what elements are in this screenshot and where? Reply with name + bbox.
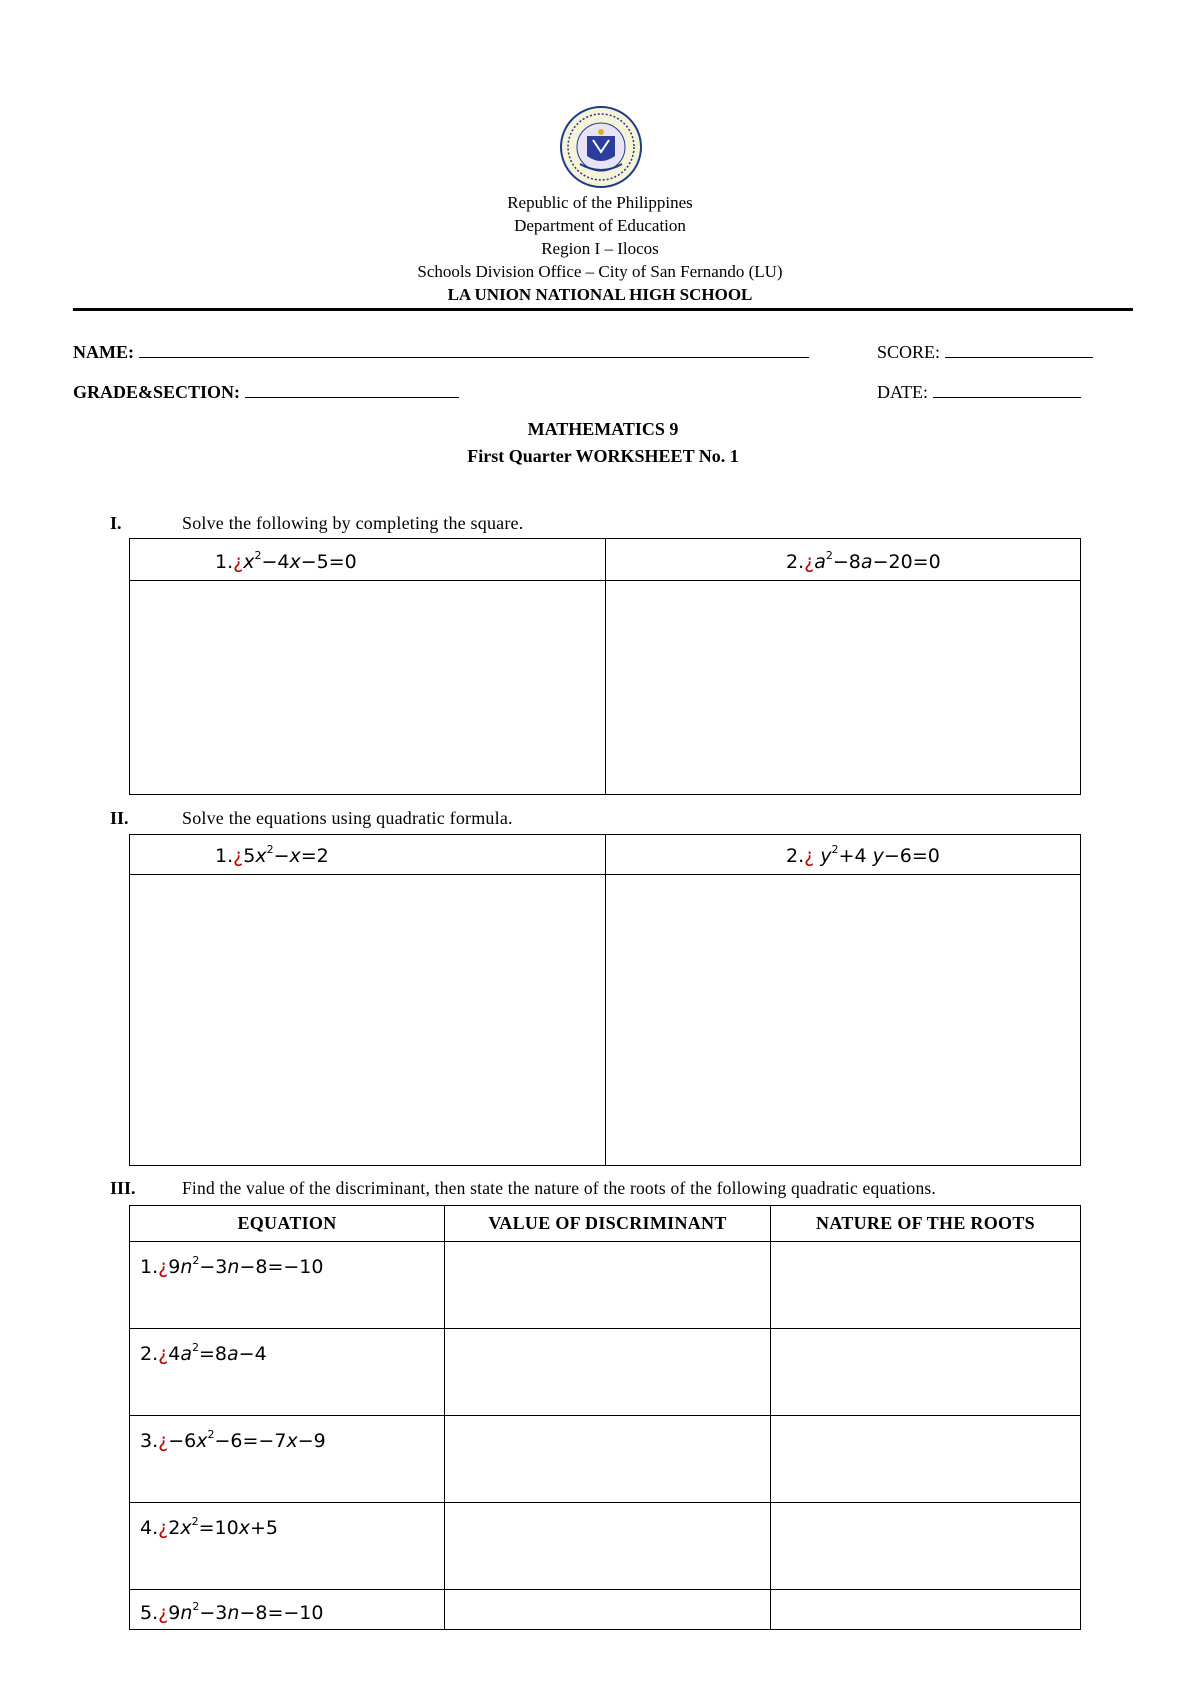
equation-3-4: $4.¿2x^2=10x+5$: [140, 1515, 278, 1539]
nature-answer[interactable]: [771, 1503, 1081, 1590]
equation-1-2: $2.¿a^2-8a-20=0$: [786, 549, 941, 573]
section2-answer-2[interactable]: [606, 875, 1081, 1166]
section3-instruction: Find the value of the discriminant, then state the nature of the roots of the following quadratic equations.: [182, 1178, 936, 1198]
date-label: DATE:: [877, 382, 928, 402]
discriminant-answer[interactable]: [445, 1329, 771, 1416]
header-division: Schools Division Office – City of San Fernando (LU): [417, 262, 783, 281]
discriminant-answer[interactable]: [445, 1590, 771, 1630]
score-blank[interactable]: [945, 343, 1093, 358]
date-field: [877, 382, 1081, 403]
discriminant-answer[interactable]: [445, 1242, 771, 1329]
worksheet-title: First Quarter WORKSHEET No. 1: [467, 446, 739, 466]
section2-number: II.: [110, 808, 129, 828]
name-label: NAME:: [73, 342, 134, 362]
table-row: [130, 1329, 1081, 1416]
grade-section-blank[interactable]: [245, 383, 459, 398]
section3-table: [129, 1205, 1081, 1630]
discriminant-answer[interactable]: [445, 1503, 771, 1590]
section1-item2: [606, 539, 1081, 581]
score-field: [877, 342, 1093, 363]
section2-instruction: Solve the equations using quadratic formula.: [182, 808, 513, 828]
equation-cell: [130, 1590, 445, 1630]
equation-cell: [130, 1329, 445, 1416]
name-blank[interactable]: [139, 343, 809, 358]
discriminant-answer[interactable]: [445, 1416, 771, 1503]
grade-section-label: GRADE&SECTION:: [73, 382, 241, 402]
section2-item1: [130, 835, 606, 875]
nature-answer[interactable]: [771, 1242, 1081, 1329]
nature-answer[interactable]: [771, 1590, 1081, 1630]
score-label: SCORE:: [877, 342, 941, 362]
date-blank[interactable]: [933, 383, 1081, 398]
header-republic: Republic of the Philippines: [507, 193, 693, 212]
equation-2-2: 2.¿ $y^2+4$ y−6=0: [786, 843, 940, 867]
header-region: Region I – Ilocos: [541, 239, 659, 258]
name-field: [73, 342, 809, 363]
col-header-equation: EQUATION: [130, 1206, 445, 1242]
section3-number: III.: [110, 1178, 136, 1198]
equation-cell: [130, 1503, 445, 1590]
section2-answer-1[interactable]: [130, 875, 606, 1166]
section1-item1: [130, 539, 606, 581]
header-school: LA UNION NATIONAL HIGH SCHOOL: [447, 285, 753, 304]
section2-item2: [606, 835, 1081, 875]
section1-number: I.: [110, 513, 122, 533]
equation-1-1: $1.¿x^2-4x-5=0$: [215, 549, 357, 573]
section1-answer-2[interactable]: [606, 581, 1081, 795]
equation-3-2: $2.¿4a^2=8a-4$: [140, 1341, 267, 1365]
nature-answer[interactable]: [771, 1416, 1081, 1503]
grade-section-field: [73, 382, 459, 403]
section1-instruction: Solve the following by completing the square.: [182, 513, 524, 533]
equation-2-1: $1.¿5x^2-x=2$: [215, 843, 329, 867]
section1-table: [129, 538, 1081, 795]
deped-seal-icon: [560, 106, 642, 188]
table-row: [130, 1590, 1081, 1630]
col-header-discriminant: VALUE OF DISCRIMINANT: [445, 1206, 771, 1242]
subject-title: MATHEMATICS 9: [527, 419, 679, 439]
header-department: Department of Education: [514, 216, 686, 235]
equation-3-3: $3.¿-6x^2-6=-7x-9$: [140, 1428, 326, 1452]
equation-3-1: $1.¿9n^2-3n-8=-10$: [140, 1254, 324, 1278]
equation-3-5: $5.¿9n^2-3n-8=-10$: [140, 1600, 324, 1624]
equation-cell: [130, 1242, 445, 1329]
col-header-nature: NATURE OF THE ROOTS: [771, 1206, 1081, 1242]
header-divider: [73, 308, 1133, 311]
equation-cell: [130, 1416, 445, 1503]
table-row: [130, 1416, 1081, 1503]
table-row: [130, 1242, 1081, 1329]
section1-answer-1[interactable]: [130, 581, 606, 795]
nature-answer[interactable]: [771, 1329, 1081, 1416]
table-row: [130, 1503, 1081, 1590]
section2-table: [129, 834, 1081, 1166]
